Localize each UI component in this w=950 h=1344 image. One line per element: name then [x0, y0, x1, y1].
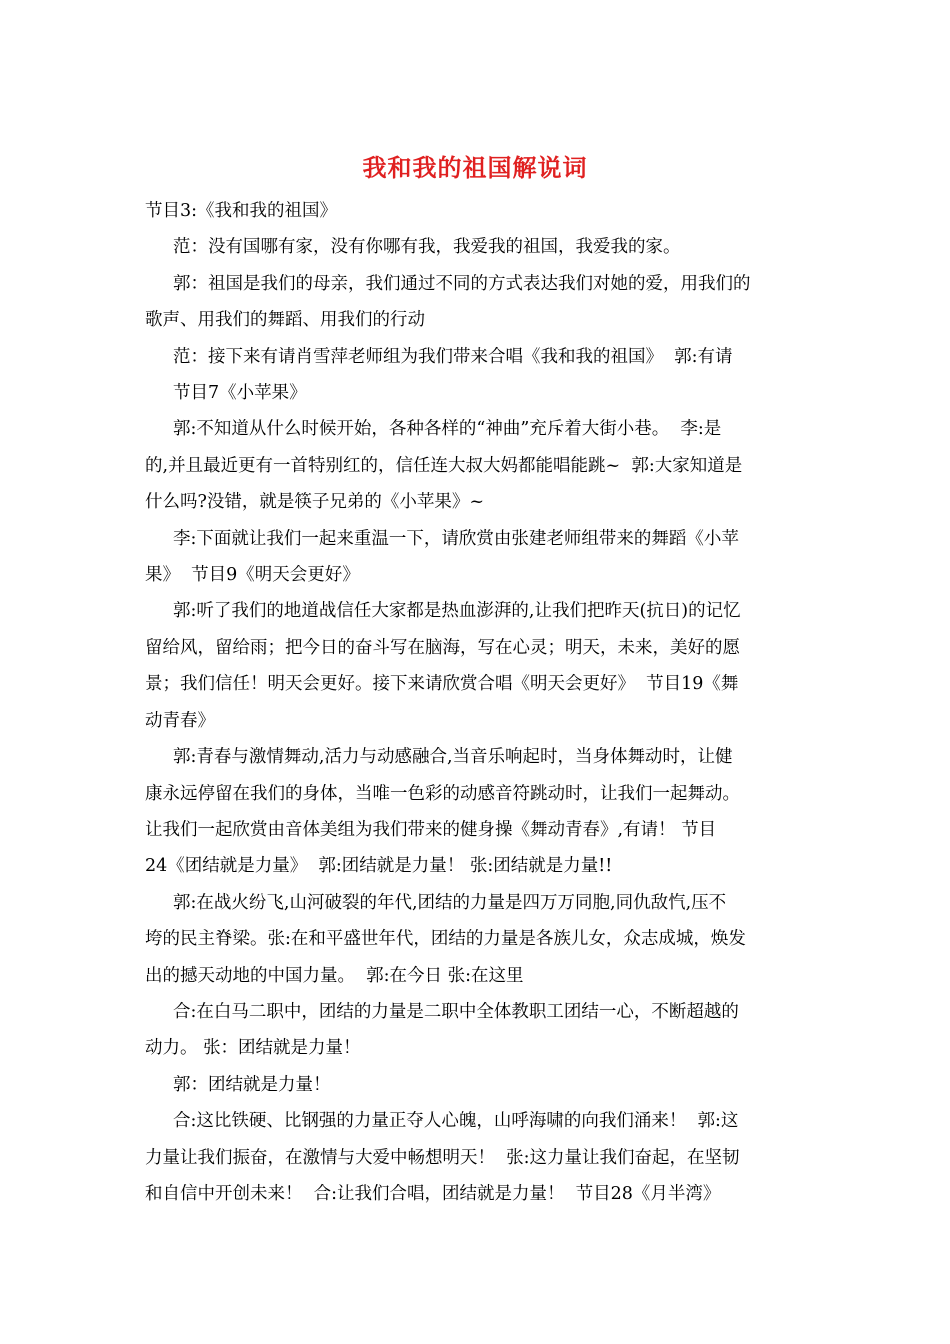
document-title: 我和我的祖国解说词 — [362, 153, 588, 182]
body-line: 郭:听了我们的地道战信任大家都是热血澎湃的,让我们把昨天(抗日)的记忆 — [173, 601, 741, 622]
body-line: 郭:不知道从什么时候开始，各种各样的“神曲”充斥着大街小巷。 李:是 — [173, 419, 722, 440]
body-line: 郭:青春与激情舞动,活力与动感融合,当音乐响起时，当身体舞动时，让健 — [173, 747, 733, 768]
body-line: 郭：团结就是力量！ — [173, 1074, 331, 1095]
body-line: 郭：祖国是我们的母亲，我们通过不同的方式表达我们对她的爱，用我们的 — [173, 273, 751, 294]
body-line: 24《团结就是力量》 郭:团结就是力量！ 张:团结就是力量!! — [145, 856, 613, 877]
body-line: 歌声、用我们的舞蹈、用我们的行动 — [145, 310, 425, 331]
body-line: 范：没有国哪有家，没有你哪有我，我爱我的祖国，我爱我的家。 — [173, 237, 681, 258]
body-line: 节目7《小苹果》 — [173, 383, 307, 404]
body-line: 合:在白马二职中，团结的力量是二职中全体教职工团结一心，不断超越的 — [173, 1001, 739, 1022]
body-line: 康永远停留在我们的身体，当唯一色彩的动感音符跳动时，让我们一起舞动。 — [145, 783, 740, 804]
body-line: 和自信中开创未来！ 合:让我们合唱，团结就是力量！ 节目28《月半湾》 — [145, 1183, 721, 1204]
body-line: 郭:在战火纷飞,山河破裂的年代,团结的力量是四万万同胞,同仇敌忾,压不 — [173, 892, 727, 913]
body-line: 力量让我们振奋，在激情与大爱中畅想明天！ 张:这力量让我们奋起，在坚韧 — [145, 1147, 740, 1168]
body-line: 让我们一起欣赏由音体美组为我们带来的健身操《舞动青春》,有请！ 节目 — [145, 819, 717, 840]
body-line: 动力。 张：团结就是力量！ — [145, 1038, 361, 1059]
body-line: 动青春》 — [145, 710, 215, 731]
document-body — [145, 193, 810, 1212]
body-line: 范：接下来有请肖雪萍老师组为我们带来合唱《我和我的祖国》 郭:有请 — [173, 346, 733, 367]
body-line: 李:下面就让我们一起来重温一下，请欣赏由张建老师组带来的舞蹈《小苹 — [173, 528, 739, 549]
body-line: 的,并且最近更有一首特别红的，信任连大叔大妈都能唱能跳~ 郭:大家知道是 — [145, 455, 743, 476]
body-line: 景；我们信任！明天会更好。接下来请欣赏合唱《明天会更好》 节目19《舞 — [145, 674, 739, 695]
body-line: 果》 节目9《明天会更好》 — [145, 565, 360, 586]
body-line: 合:这比铁硬、比钢强的力量正夺人心魄，山呼海啸的向我们涌来！ 郭:这 — [173, 1111, 739, 1132]
body-line: 垮的民主脊梁。张:在和平盛世年代，团结的力量是各族儿女，众志成城，焕发 — [145, 929, 746, 950]
body-line: 什么吗?没错，就是筷子兄弟的《小苹果》~ — [145, 492, 485, 513]
body-line: 节目3:《我和我的祖国》 — [145, 201, 338, 221]
body-line: 留给风，留给雨；把今日的奋斗写在脑海，写在心灵；明天，未来，美好的愿 — [145, 637, 740, 658]
body-line: 出的撼天动地的中国力量。 郭:在今日 张:在这里 — [145, 965, 524, 986]
